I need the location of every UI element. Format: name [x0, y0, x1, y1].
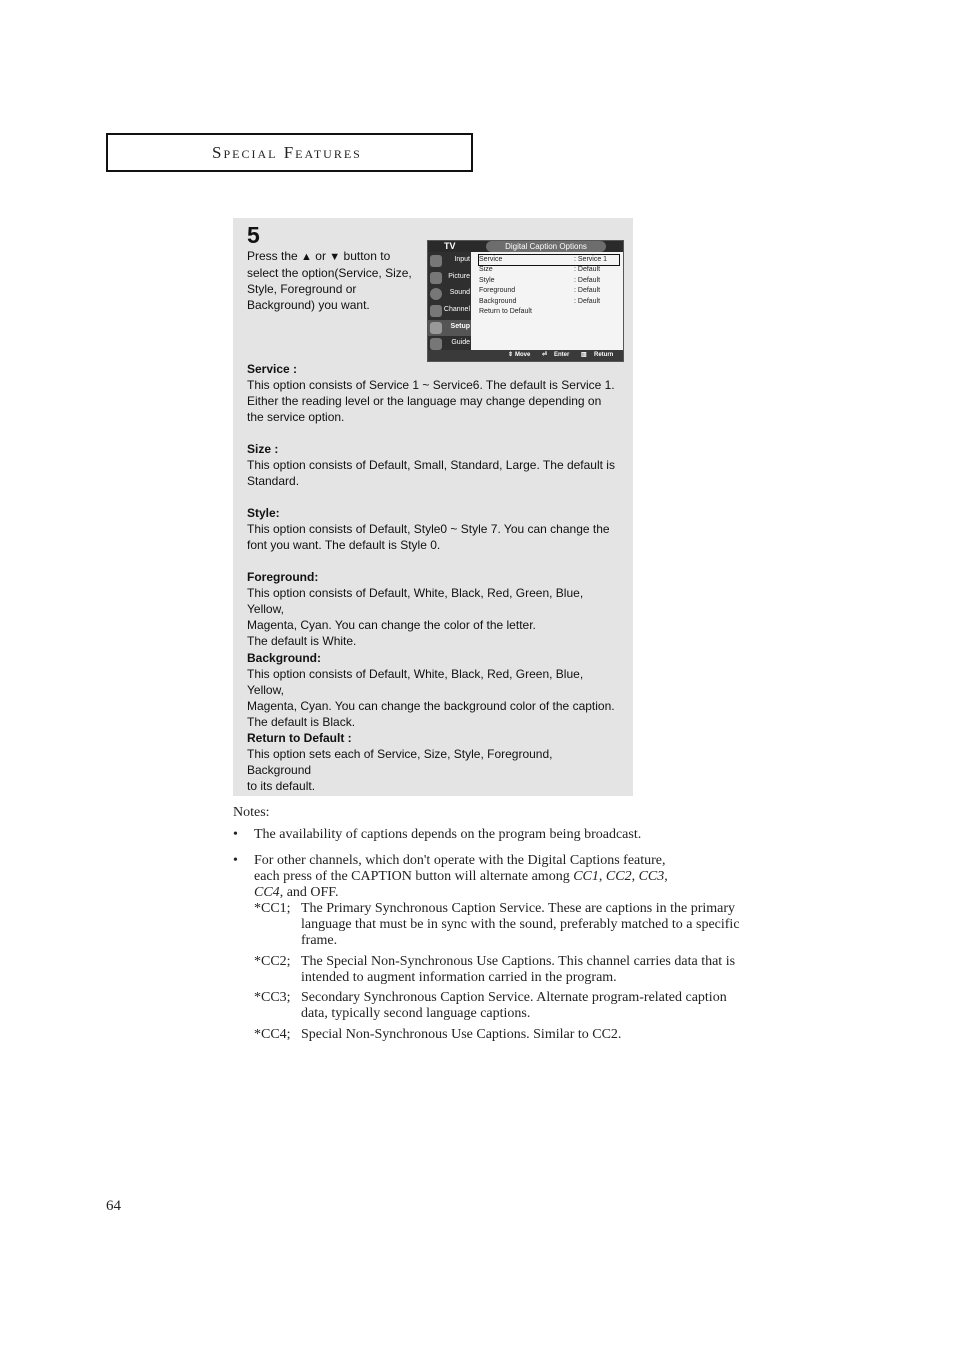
tv-sidebar-item-sound[interactable] [428, 286, 471, 302]
tv-sidebar-label: Channel [443, 306, 470, 313]
section-size [247, 441, 617, 489]
section-heading: Background: [247, 651, 322, 665]
tv-source-label: TV [444, 241, 456, 251]
section-body: This option consists of Default, White, Black, Red, Green, Blue, Yellow, Magenta, Cyan. You can change the color of the letter. The default is White. [247, 586, 584, 648]
tv-option-size[interactable] [479, 265, 619, 275]
cc-tag: *CC3; [254, 990, 291, 1005]
tv-menu-sidebar [428, 252, 471, 350]
down-arrow-icon: ▼ [329, 251, 341, 263]
tv-option-value: : Default [574, 266, 601, 273]
section-foreground [247, 569, 617, 649]
tv-option-value: : Service 1 [574, 256, 608, 263]
tv-option-value: : Default [574, 277, 601, 284]
tv-footer-move: Move [515, 352, 531, 358]
section-heading: Return to Default : [247, 731, 352, 745]
tv-menu-options [471, 252, 623, 350]
tv-sidebar-item-setup[interactable] [428, 320, 471, 336]
tv-option-key: Size [479, 266, 493, 273]
cc-description: Special Non-Synchronous Use Captions. Similar to CC2. [301, 1027, 622, 1042]
section-background [247, 650, 617, 730]
tv-option-value: : Default [574, 298, 601, 305]
section-header [106, 133, 473, 172]
tv-sidebar-label: Sound [449, 289, 470, 296]
section-body: This option sets each of Service, Size, Style, Foreground, Background to its default. [247, 747, 553, 793]
tv-option-foreground[interactable] [479, 286, 619, 296]
bullet-icon: • [233, 853, 238, 868]
section-body: This option consists of Default, Style0 ~ Style 7. You can change the font you want. The default is Style 0. [247, 522, 610, 552]
section-heading: Size : [247, 442, 279, 456]
tv-footer-enter: Enter [554, 352, 570, 358]
cc1-label: CC1 [573, 869, 599, 884]
tv-option-key: Return to Default [479, 308, 532, 315]
tv-sidebar-label: Setup [450, 323, 470, 330]
tv-option-key: Foreground [479, 287, 516, 294]
tv-menu-title: Digital Caption Options [486, 241, 606, 252]
cc3-label: CC3 [638, 869, 665, 884]
cc-tag: *CC1; [254, 901, 291, 916]
cc4-label: CC4 [254, 885, 280, 900]
section-heading: Style: [247, 506, 280, 520]
notes-label: Notes: [233, 805, 270, 820]
tv-option-background[interactable] [479, 297, 619, 307]
tv-sidebar-item-picture[interactable] [428, 270, 471, 286]
note-text: The availability of captions depends on the program being broadcast. [254, 827, 642, 842]
tv-sidebar-item-channel[interactable] [428, 303, 471, 319]
tv-option-key: Service [479, 256, 503, 263]
setup-icon [430, 322, 442, 334]
sound-icon [430, 288, 442, 300]
note-line: each press of the CAPTION button will alternate among [254, 869, 570, 884]
section-heading: Foreground: [247, 570, 319, 584]
section-style [247, 505, 617, 553]
step-panel [233, 218, 633, 796]
step-instruction [247, 248, 417, 313]
section-service [247, 361, 617, 425]
section-return-to-default [247, 730, 617, 794]
picture-icon [430, 272, 442, 284]
cc-tag: *CC2; [254, 954, 291, 969]
cc-description: The Primary Synchronous Caption Service. These are captions in the primary language that must be in sync with the sound, preferably matched to a specific frame. [301, 901, 740, 948]
enter-icon: ⏎ [542, 352, 548, 358]
tv-sidebar-label: Picture [448, 273, 470, 280]
input-icon [430, 255, 442, 267]
cc2-label: CC2 [605, 869, 632, 884]
bullet-icon: • [233, 827, 238, 842]
step-number: 5 [247, 222, 260, 248]
move-icon: ⇕ [508, 352, 514, 358]
tv-sidebar-label: Input [454, 256, 470, 263]
section-body: This option consists of Default, White, Black, Red, Green, Blue, Yellow, Magenta, Cyan. You can change the background color of the caption. The default is Black. [247, 667, 615, 729]
section-body: This option consists of Default, Small, Standard, Large. The default is Standard. [247, 458, 615, 488]
tv-option-style[interactable] [479, 276, 619, 286]
tv-menu-screenshot [427, 240, 624, 362]
up-arrow-icon: ▲ [301, 251, 312, 263]
note-text: For other channels, which don't operate with the Digital Captions feature, each press of the CAPTION button will alternate among CC1, CC2, CC3, CC4, and OFF. [254, 853, 668, 900]
return-icon: ▥ [581, 352, 587, 358]
tv-option-value: : Default [574, 287, 601, 294]
tv-option-key: Style [479, 277, 495, 284]
guide-icon [430, 338, 442, 350]
instruction-or: or [315, 249, 326, 263]
tv-menu-topbar [428, 241, 623, 252]
section-body: This option consists of Service 1 ~ Service6. The default is Service 1. Either the reading level or the language may change depending on the service option. [247, 378, 615, 424]
tv-sidebar-item-input[interactable] [428, 253, 471, 269]
and-off-text: , and OFF. [279, 885, 339, 900]
cc-description: Secondary Synchronous Caption Service. Alternate program-related caption data, typically second language captions. [301, 990, 727, 1021]
tv-option-key: Background [479, 298, 517, 305]
instruction-before: Press the [247, 249, 298, 263]
section-heading: Service : [247, 362, 298, 376]
tv-footer-return: Return [594, 352, 614, 358]
tv-sidebar-label: Guide [451, 339, 470, 346]
instruction-after: button to select the option(Service, Size, Style, Foreground or Background) you want. [247, 249, 412, 312]
cc-tag: *CC4; [254, 1027, 291, 1042]
cc-description: The Special Non-Synchronous Use Captions. This channel carries data that is intended to augment information carried in the program. [301, 954, 736, 985]
tv-menu-footer [428, 350, 623, 361]
section-title: Special Features [212, 143, 362, 162]
page-number: 64 [106, 1198, 121, 1214]
tv-option-return-to-default[interactable] [479, 307, 619, 317]
note-line: For other channels, which don't operate with the Digital Captions feature, [254, 853, 666, 868]
channel-icon [430, 305, 442, 317]
